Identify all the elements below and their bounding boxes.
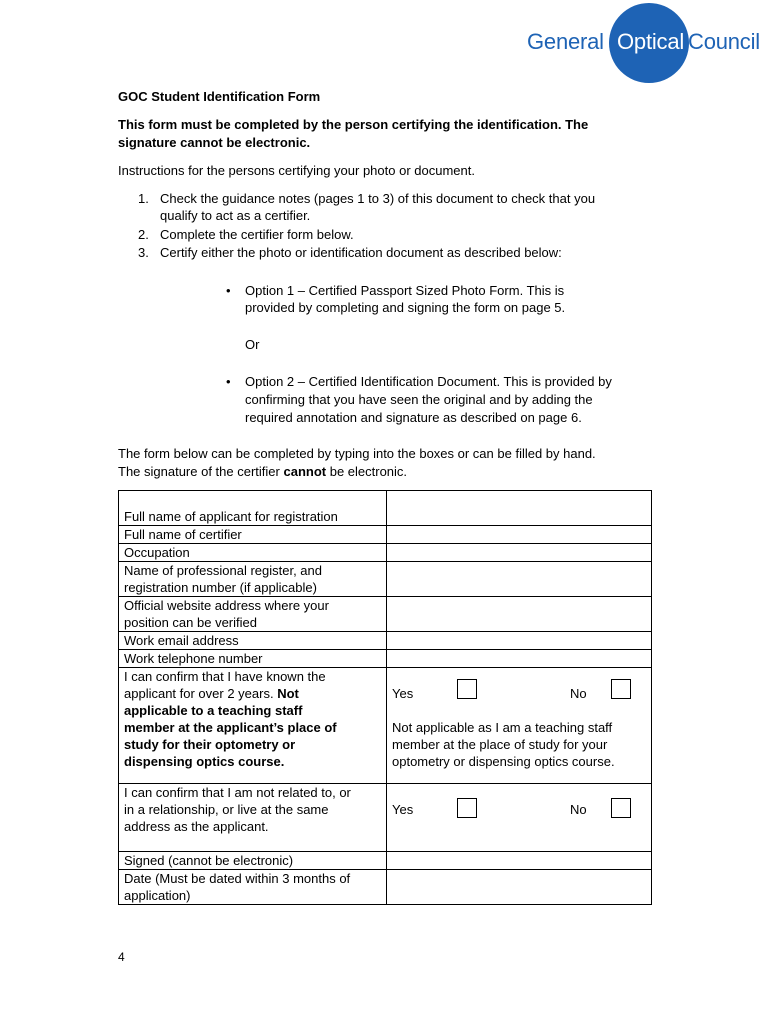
label-not-related: I can confirm that I am not related to, or in a relationship, or live at the same address as the applicant. bbox=[119, 784, 387, 852]
certifier-form-table bbox=[118, 490, 652, 905]
step-text: Complete the certifier form below. bbox=[160, 227, 354, 242]
logo-text-optical: Optical bbox=[617, 29, 685, 54]
email-field[interactable] bbox=[387, 632, 652, 650]
phone-field[interactable] bbox=[387, 650, 652, 668]
known-no-checkbox[interactable] bbox=[611, 679, 631, 699]
warning-line-2: signature cannot be electronic. bbox=[118, 135, 311, 150]
page-number: 4 bbox=[118, 950, 125, 964]
not-related-options bbox=[387, 784, 652, 852]
instructions-intro: Instructions for the persons certifying your photo or document. bbox=[118, 163, 475, 178]
option-2-line-3: required annotation and signature as described on page 6. bbox=[245, 410, 582, 425]
label-known-two-years: I can confirm that I have known the applicant for over 2 years. Not applicable to a teaching staff member at the applicant’s place of study for their optometry or dispensing optics course. bbox=[119, 668, 387, 784]
option-1-line-2: provided by completing and signing the form on page 5. bbox=[245, 300, 566, 315]
website-field[interactable] bbox=[387, 597, 652, 632]
step-text: Certify either the photo or identification document as described below: bbox=[160, 245, 562, 260]
yes-label: Yes bbox=[392, 802, 414, 817]
yes-label: Yes bbox=[392, 686, 414, 701]
goc-logo bbox=[0, 0, 770, 90]
no-label: No bbox=[570, 802, 587, 817]
or-text: Or bbox=[245, 337, 260, 352]
label-phone: Work telephone number bbox=[119, 650, 387, 668]
step-text: Check the guidance notes (pages 1 to 3) of this document to check that you bbox=[160, 191, 596, 206]
known-two-years-options bbox=[387, 668, 652, 784]
label-date: Date (Must be dated within 3 months of application) bbox=[119, 870, 387, 905]
warning-line-1: This form must be completed by the person certifying the identification. The bbox=[118, 117, 589, 132]
label-applicant-name: Full name of applicant for registration bbox=[119, 491, 387, 526]
step-number: 1. bbox=[138, 191, 149, 206]
date-field[interactable] bbox=[387, 870, 652, 905]
register-field[interactable] bbox=[387, 562, 652, 597]
label-signed: Signed (cannot be electronic) bbox=[119, 852, 387, 870]
signature-field[interactable] bbox=[387, 852, 652, 870]
related-no-checkbox[interactable] bbox=[611, 798, 631, 818]
step-number: 3. bbox=[138, 245, 149, 260]
logo-text-general: General bbox=[527, 29, 604, 54]
related-yes-checkbox[interactable] bbox=[457, 798, 477, 818]
label-certifier-name: Full name of certifier bbox=[119, 526, 387, 544]
known-yes-checkbox[interactable] bbox=[457, 679, 477, 699]
applicant-name-field[interactable] bbox=[387, 491, 652, 526]
certifier-name-field[interactable] bbox=[387, 526, 652, 544]
bullet-icon: • bbox=[226, 283, 231, 298]
step-number: 2. bbox=[138, 227, 149, 242]
occupation-field[interactable] bbox=[387, 544, 652, 562]
label-register: Name of professional register, and registration number (if applicable) bbox=[119, 562, 387, 597]
option-2-line-1: Option 2 – Certified Identification Document. This is provided by bbox=[245, 374, 612, 389]
label-email: Work email address bbox=[119, 632, 387, 650]
form-title: GOC Student Identification Form bbox=[118, 89, 321, 104]
no-label: No bbox=[570, 686, 587, 701]
typing-note-line-1: The form below can be completed by typing into the boxes or can be filled by hand. bbox=[118, 446, 596, 461]
label-occupation: Occupation bbox=[119, 544, 387, 562]
label-website: Official website address where your position can be verified bbox=[119, 597, 387, 632]
typing-note-line-2: The signature of the certifier cannot be electronic. bbox=[118, 464, 408, 479]
option-1-line-1: Option 1 – Certified Passport Sized Photo Form. This is bbox=[245, 283, 565, 298]
not-applicable-text: Not applicable as I am a teaching staff member at the place of study for your optometry or dispensing optics course. bbox=[392, 720, 615, 769]
bullet-icon: • bbox=[226, 374, 231, 389]
option-2-line-2: confirming that you have seen the original and by adding the bbox=[245, 392, 593, 407]
step-text: qualify to act as a certifier. bbox=[160, 208, 311, 223]
logo-text-council: Council bbox=[688, 29, 760, 54]
